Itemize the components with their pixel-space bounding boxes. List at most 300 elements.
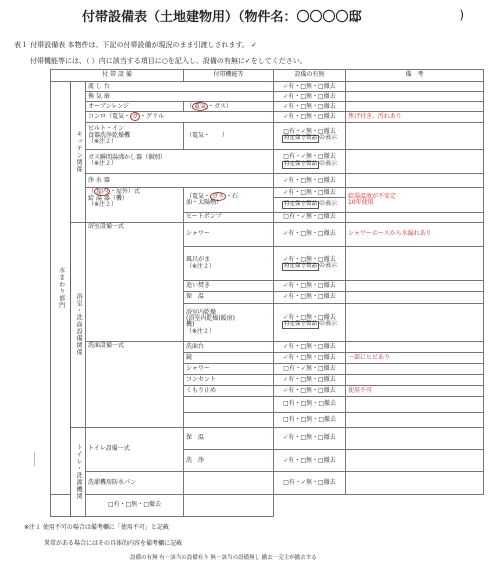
choice-label: 撤去 bbox=[149, 501, 162, 509]
check-mark: ✓ bbox=[283, 293, 289, 301]
choice-yes bbox=[283, 376, 294, 383]
choice-label: 有 bbox=[288, 434, 295, 442]
choice-remove bbox=[318, 213, 336, 220]
checkbox-icon: □ bbox=[300, 92, 306, 100]
checkbox-icon: □ bbox=[318, 255, 324, 263]
row-gas-heater bbox=[51, 149, 484, 173]
row-water-heater bbox=[51, 188, 484, 198]
check-mark: ✓ bbox=[283, 314, 289, 322]
choice-separator: ・ bbox=[312, 365, 319, 373]
checkbox-icon: □ bbox=[300, 82, 306, 90]
status-legend: 設備の有無 有－該当の設備有り 無－該当の設備無し 撤去－売主が撤去する bbox=[130, 555, 317, 561]
choice-label: 無 bbox=[306, 415, 313, 423]
choice-no bbox=[300, 256, 312, 263]
row-water-purifier bbox=[51, 174, 484, 188]
status-choices bbox=[283, 354, 335, 361]
status-cell[interactable] bbox=[274, 412, 346, 427]
choice-no bbox=[301, 128, 312, 135]
check-mark: ✓ bbox=[283, 387, 289, 395]
status-cell[interactable] bbox=[274, 92, 346, 102]
status-cell[interactable] bbox=[274, 174, 346, 188]
document-title: 付帯設備表（土地建物用）（物件名：〇〇〇〇邸 bbox=[82, 10, 362, 25]
choice-label: 無 bbox=[306, 478, 313, 486]
choice-separator: ・ bbox=[312, 102, 319, 110]
function-cell bbox=[184, 188, 274, 212]
choice-yes bbox=[283, 434, 294, 441]
row-bath-shower bbox=[51, 222, 484, 246]
choice-no bbox=[301, 416, 313, 423]
checkbox-icon: □ bbox=[300, 415, 307, 423]
choice-label: 撤去 bbox=[323, 212, 336, 220]
caption-text: 表１ 付帯設備表 本物件は、下記の付帯設備が現況のまま引渡しされます。 bbox=[14, 41, 249, 49]
title-row bbox=[50, 6, 490, 28]
footnote-1: ※注１ 使用不可の場合は備考欄に「使用不可」と記載 bbox=[24, 524, 169, 531]
choice-yes bbox=[283, 400, 295, 407]
choice-separator: ・ bbox=[294, 415, 301, 423]
checkbox-icon: □ bbox=[300, 230, 306, 238]
choice-label: 無 bbox=[306, 387, 313, 395]
status-choices bbox=[283, 213, 335, 220]
choice-separator: ・ bbox=[294, 314, 301, 322]
choice-remove bbox=[318, 434, 336, 441]
checkbox-icon: □ bbox=[283, 212, 289, 220]
choice-no bbox=[300, 93, 312, 100]
choice-remove bbox=[318, 365, 336, 372]
header-note: 備 考 bbox=[346, 70, 484, 82]
choice-remove bbox=[318, 376, 336, 383]
status-choices bbox=[283, 343, 335, 350]
cert-label: 特定保守製品 bbox=[283, 201, 317, 208]
note-cell bbox=[346, 427, 484, 449]
choice-label: 有 bbox=[288, 478, 295, 486]
checkbox-icon: □ bbox=[318, 400, 325, 408]
status-cell[interactable] bbox=[274, 188, 346, 198]
choice-separator: ・ bbox=[294, 92, 301, 100]
choice-remove bbox=[318, 293, 336, 300]
function-cell: 洗 浄 bbox=[184, 450, 274, 472]
cert-label: 特定保守製品 bbox=[283, 262, 317, 269]
checkbox-icon: □ bbox=[283, 478, 289, 486]
checkbox-icon: □ bbox=[300, 376, 306, 384]
equipment-name: ガス瞬間湯沸かし器（個別） （※注２） bbox=[86, 149, 274, 173]
choice-label: 撤去 bbox=[323, 293, 336, 301]
check-mark: ✓ bbox=[283, 102, 289, 110]
note-cell: 給湯温度が不安定 10年使用 bbox=[346, 188, 484, 212]
equipment-table bbox=[50, 69, 484, 517]
function-prefix: （電気・ bbox=[186, 192, 211, 200]
row-dishwasher bbox=[51, 122, 484, 149]
name-circled: 屋内 bbox=[96, 188, 109, 196]
choice-label: 撤去 bbox=[324, 415, 337, 423]
cert-line bbox=[276, 321, 343, 329]
note-cell bbox=[346, 412, 484, 427]
choice-remove bbox=[318, 343, 336, 350]
checkbox-icon: □ bbox=[318, 387, 324, 395]
equipment-subname: 給 湯 器（機） （※注２） bbox=[88, 194, 128, 208]
function-cell: 保 温 bbox=[184, 292, 274, 303]
choice-no bbox=[300, 103, 312, 110]
choice-no bbox=[300, 376, 312, 383]
choice-no bbox=[300, 343, 312, 350]
choice-label: 無 bbox=[306, 176, 313, 184]
choice-label: 撤去 bbox=[323, 92, 336, 100]
row-oven bbox=[51, 102, 484, 112]
function-cell: シャワー bbox=[184, 222, 274, 246]
choice-label: 有 bbox=[288, 376, 295, 384]
checkbox-icon: □ bbox=[318, 434, 324, 442]
status-cell[interactable] bbox=[274, 292, 346, 303]
checkbox-icon: □ bbox=[300, 176, 306, 184]
status-cell[interactable] bbox=[274, 281, 346, 292]
choice-separator: ・ bbox=[294, 255, 301, 263]
choice-separator: ・ bbox=[294, 282, 301, 290]
function-cell: コンセント bbox=[184, 375, 274, 386]
equipment-name: 浴室設備一式 bbox=[86, 222, 184, 341]
status-choices bbox=[283, 400, 336, 407]
choice-separator: ・ bbox=[294, 127, 301, 135]
choice-label: 無 bbox=[306, 282, 313, 290]
choice-label: 無 bbox=[306, 434, 313, 442]
note-cell bbox=[346, 364, 484, 375]
check-mark: ✓ bbox=[283, 188, 289, 196]
checkbox-icon: □ bbox=[300, 102, 306, 110]
choice-yes bbox=[283, 83, 294, 90]
cert-suffix: の表示 bbox=[319, 159, 338, 167]
check-mark: ✓ bbox=[300, 212, 306, 220]
choice-separator: ・ bbox=[312, 212, 319, 220]
choice-label: 有 bbox=[288, 102, 295, 110]
choice-yes bbox=[283, 113, 294, 120]
choice-separator: ・ bbox=[312, 92, 319, 100]
function-cell: 浴室内乾燥 (浴室内乾燥(暖房) 機) （※注２） bbox=[184, 303, 274, 341]
choice-separator: ・ bbox=[312, 255, 319, 263]
choice-separator: ・ bbox=[312, 376, 319, 384]
checkbox-icon: □ bbox=[283, 127, 289, 135]
choice-label: 有 bbox=[288, 92, 295, 100]
checkbox-icon: □ bbox=[318, 212, 324, 220]
function-prefix: （ bbox=[186, 102, 193, 110]
choice-label: 有 bbox=[288, 127, 295, 135]
function-cell: 保 温 bbox=[184, 427, 274, 449]
status-choices bbox=[283, 189, 335, 196]
row-laundry-pan bbox=[51, 472, 484, 494]
choice-label: 無 bbox=[306, 82, 313, 90]
equipment-name bbox=[86, 188, 184, 222]
choice-yes bbox=[283, 256, 294, 263]
check-mark: ✓ bbox=[283, 82, 289, 90]
function-cell: 鏡 bbox=[184, 353, 274, 364]
header-row bbox=[51, 70, 484, 82]
equipment-name: 浄 水 器 bbox=[86, 174, 274, 188]
choice-separator: ・ bbox=[312, 400, 319, 408]
checkbox-icon: □ bbox=[283, 153, 289, 161]
choice-no bbox=[301, 479, 312, 486]
status-cell[interactable] bbox=[274, 246, 346, 280]
check-mark: ✓ bbox=[283, 282, 289, 290]
choice-label: 無 bbox=[131, 501, 138, 509]
note-cell bbox=[346, 281, 484, 292]
choice-no bbox=[300, 177, 312, 184]
function-cell: くもり止め bbox=[184, 386, 274, 397]
checkbox-icon: □ bbox=[283, 365, 289, 373]
note-cell bbox=[346, 174, 484, 188]
check-mark: ✓ bbox=[283, 434, 289, 442]
choice-remove bbox=[318, 177, 336, 184]
status-cell[interactable] bbox=[274, 450, 346, 472]
status-cell[interactable] bbox=[274, 303, 346, 341]
status-choices bbox=[283, 376, 335, 383]
status-cell[interactable] bbox=[274, 149, 346, 173]
status-cell bbox=[274, 198, 346, 212]
cert-suffix: の表示 bbox=[319, 133, 338, 141]
checkbox-icon: □ bbox=[318, 127, 324, 135]
choice-yes bbox=[283, 282, 294, 289]
status-choices bbox=[108, 501, 161, 508]
choice-label: 撤去 bbox=[323, 112, 336, 120]
choice-separator: ・ bbox=[294, 112, 301, 120]
choice-label: 無 bbox=[306, 314, 313, 322]
choice-yes bbox=[283, 343, 294, 350]
choice-separator: ・ bbox=[312, 293, 319, 301]
choice-yes bbox=[283, 153, 295, 160]
choice-label: 無 bbox=[306, 212, 313, 220]
choice-remove bbox=[318, 230, 336, 237]
check-mark: ✓ bbox=[283, 255, 289, 263]
header-status: 設備の有無 bbox=[274, 70, 346, 82]
checkbox-icon: □ bbox=[300, 112, 306, 120]
checkbox-icon: □ bbox=[318, 282, 324, 290]
choice-label: 撤去 bbox=[323, 342, 336, 350]
choice-label: 撤去 bbox=[323, 456, 336, 464]
choice-separator: ・ bbox=[312, 456, 319, 464]
note-cell: 使用不可 bbox=[346, 386, 484, 397]
function-circled: 電気 bbox=[194, 102, 207, 110]
checkbox-icon: □ bbox=[300, 342, 306, 350]
choice-remove bbox=[318, 103, 336, 110]
status-choices bbox=[283, 387, 335, 394]
choice-no bbox=[300, 457, 312, 464]
cert-line bbox=[276, 161, 343, 169]
choice-yes bbox=[283, 177, 294, 184]
choice-label: 撤去 bbox=[323, 387, 336, 395]
name-circled: ガ bbox=[132, 112, 139, 120]
header-function: 付帯機能等 bbox=[184, 70, 274, 82]
choice-label: 無 bbox=[306, 230, 313, 238]
choice-separator: ・ bbox=[294, 102, 301, 110]
choice-separator: ・ bbox=[294, 353, 301, 361]
choice-label: 有 bbox=[288, 353, 295, 361]
note-cell bbox=[346, 450, 484, 472]
choice-no bbox=[300, 387, 312, 394]
choice-label: 撤去 bbox=[323, 255, 336, 263]
note-cell bbox=[346, 92, 484, 102]
status-cell[interactable] bbox=[274, 212, 346, 222]
status-choices bbox=[283, 416, 336, 423]
choice-label: 有 bbox=[288, 112, 295, 120]
choice-yes bbox=[283, 213, 295, 220]
check-mark: ✓ bbox=[283, 456, 289, 464]
choice-yes bbox=[283, 416, 295, 423]
row-fan bbox=[51, 92, 484, 102]
function-cell: ヒートポンプ bbox=[184, 212, 274, 222]
group-toilet: トイレ・洗濯機関 bbox=[71, 427, 86, 516]
status-cell[interactable] bbox=[274, 364, 346, 375]
checkbox-icon: □ bbox=[318, 478, 324, 486]
choice-label: 無 bbox=[306, 112, 313, 120]
check-mark: ✓ bbox=[283, 112, 289, 120]
status-cell[interactable] bbox=[274, 353, 346, 364]
equipment-name: 洗濯機用防水パン bbox=[86, 472, 184, 494]
margin-mark bbox=[34, 452, 35, 466]
note-cell bbox=[346, 149, 484, 173]
status-cell[interactable] bbox=[274, 397, 346, 412]
choice-separator: ・ bbox=[312, 112, 319, 120]
choice-separator: ・ bbox=[294, 478, 301, 486]
choice-separator: ・ bbox=[137, 501, 144, 509]
function-cell bbox=[184, 412, 274, 427]
choice-label: 撤去 bbox=[323, 82, 336, 90]
note-cell bbox=[346, 303, 484, 341]
status-cell[interactable] bbox=[274, 222, 346, 246]
choice-no bbox=[126, 501, 138, 508]
choice-separator: ・ bbox=[312, 188, 319, 196]
status-choices bbox=[283, 113, 335, 120]
choice-no bbox=[300, 354, 312, 361]
status-cell[interactable] bbox=[274, 112, 346, 122]
checkbox-icon: □ bbox=[318, 82, 324, 90]
choice-separator: ・ bbox=[294, 212, 301, 220]
choice-no bbox=[300, 282, 312, 289]
choice-separator: ・ bbox=[312, 387, 319, 395]
status-cell[interactable] bbox=[274, 375, 346, 386]
status-cell[interactable] bbox=[274, 386, 346, 397]
function-suffix: ・ガス） bbox=[208, 102, 233, 110]
choice-label: 撤去 bbox=[323, 127, 336, 135]
checkbox-icon: □ bbox=[318, 415, 325, 423]
choice-yes bbox=[283, 230, 294, 237]
choice-label: 撤去 bbox=[323, 365, 336, 373]
choice-label: 撤去 bbox=[323, 314, 336, 322]
checkbox-icon: □ bbox=[318, 456, 324, 464]
checkbox-icon: □ bbox=[107, 501, 114, 509]
checkbox-icon: □ bbox=[143, 501, 150, 509]
status-cell[interactable] bbox=[274, 82, 346, 92]
choice-separator: ・ bbox=[294, 342, 301, 350]
choice-label: 無 bbox=[306, 400, 313, 408]
status-cell[interactable] bbox=[274, 341, 346, 352]
status-cell[interactable] bbox=[86, 494, 184, 517]
choice-remove bbox=[318, 457, 336, 464]
choice-label: 無 bbox=[306, 127, 313, 135]
choice-separator: ・ bbox=[312, 127, 319, 135]
choice-remove bbox=[318, 189, 336, 196]
status-choices bbox=[283, 434, 335, 441]
row-blank bbox=[51, 494, 484, 517]
choice-separator: ・ bbox=[119, 501, 126, 509]
check-mark: ✓ bbox=[283, 342, 289, 350]
choice-separator: ・ bbox=[312, 282, 319, 290]
check-mark: ✓ bbox=[300, 127, 306, 135]
choice-no bbox=[301, 153, 312, 160]
status-choices bbox=[283, 293, 335, 300]
function-cell: シャワー bbox=[184, 364, 274, 375]
choice-label: 有 bbox=[288, 365, 295, 373]
choice-remove bbox=[318, 113, 336, 120]
checkbox-icon: □ bbox=[300, 293, 306, 301]
checkbox-icon: □ bbox=[318, 176, 324, 184]
choice-label: 有 bbox=[288, 82, 295, 90]
choice-separator: ・ bbox=[312, 434, 319, 442]
choice-separator: ・ bbox=[294, 434, 301, 442]
note-cell bbox=[346, 397, 484, 412]
choice-no bbox=[301, 365, 312, 372]
status-cell[interactable] bbox=[274, 427, 346, 449]
cert-label: 特定保守製品 bbox=[283, 160, 317, 167]
check-mark: ✓ bbox=[300, 153, 306, 161]
choice-separator: ・ bbox=[294, 365, 301, 373]
note-cell: 焦げ付き、汚れあり bbox=[346, 112, 484, 122]
status-cell[interactable] bbox=[274, 102, 346, 112]
checkbox-icon: □ bbox=[318, 376, 324, 384]
note-cell bbox=[346, 375, 484, 386]
choice-label: 有 bbox=[288, 212, 295, 220]
cert-suffix: の表示 bbox=[319, 261, 338, 269]
check-mark: ✓ bbox=[283, 353, 289, 361]
status-cell[interactable] bbox=[274, 472, 346, 494]
status-choices bbox=[283, 230, 335, 237]
checkbox-icon: □ bbox=[300, 456, 306, 464]
checkbox-icon: □ bbox=[282, 400, 289, 408]
checkbox-icon: □ bbox=[318, 92, 324, 100]
cert-line bbox=[276, 201, 343, 209]
checkbox-icon: □ bbox=[318, 353, 324, 361]
choice-remove bbox=[318, 93, 336, 100]
choice-label: 撤去 bbox=[323, 102, 336, 110]
choice-label: 無 bbox=[306, 353, 313, 361]
choice-no bbox=[300, 83, 312, 90]
choice-label: 有 bbox=[288, 314, 295, 322]
choice-label: 無 bbox=[306, 365, 313, 373]
choice-separator: ・ bbox=[294, 188, 301, 196]
choice-label: 撤去 bbox=[323, 153, 336, 161]
choice-label: 有 bbox=[288, 415, 295, 423]
choice-no bbox=[300, 293, 312, 300]
choice-label: 撤去 bbox=[323, 230, 336, 238]
choice-label: 無 bbox=[306, 188, 313, 196]
choice-label: 無 bbox=[306, 153, 313, 161]
choice-separator: ・ bbox=[312, 353, 319, 361]
function-suffix: ・石 油・太陽熱） bbox=[186, 192, 239, 206]
checkbox-icon: □ bbox=[300, 314, 306, 322]
choice-yes bbox=[108, 501, 120, 508]
status-choices bbox=[283, 479, 335, 486]
row-toilet bbox=[51, 427, 484, 449]
choice-yes bbox=[283, 189, 294, 196]
note-cell bbox=[346, 82, 484, 92]
choice-no bbox=[300, 113, 312, 120]
choice-yes bbox=[283, 128, 295, 135]
checkbox-icon: □ bbox=[318, 102, 324, 110]
row-sink bbox=[51, 82, 484, 92]
function-cell bbox=[184, 472, 274, 494]
checkbox-icon: □ bbox=[300, 188, 306, 196]
status-cell[interactable] bbox=[274, 122, 346, 149]
choice-no bbox=[300, 434, 312, 441]
choice-separator: ・ bbox=[312, 314, 319, 322]
choice-label: 無 bbox=[306, 376, 313, 384]
note-cell bbox=[184, 494, 274, 517]
choice-yes bbox=[283, 365, 295, 372]
